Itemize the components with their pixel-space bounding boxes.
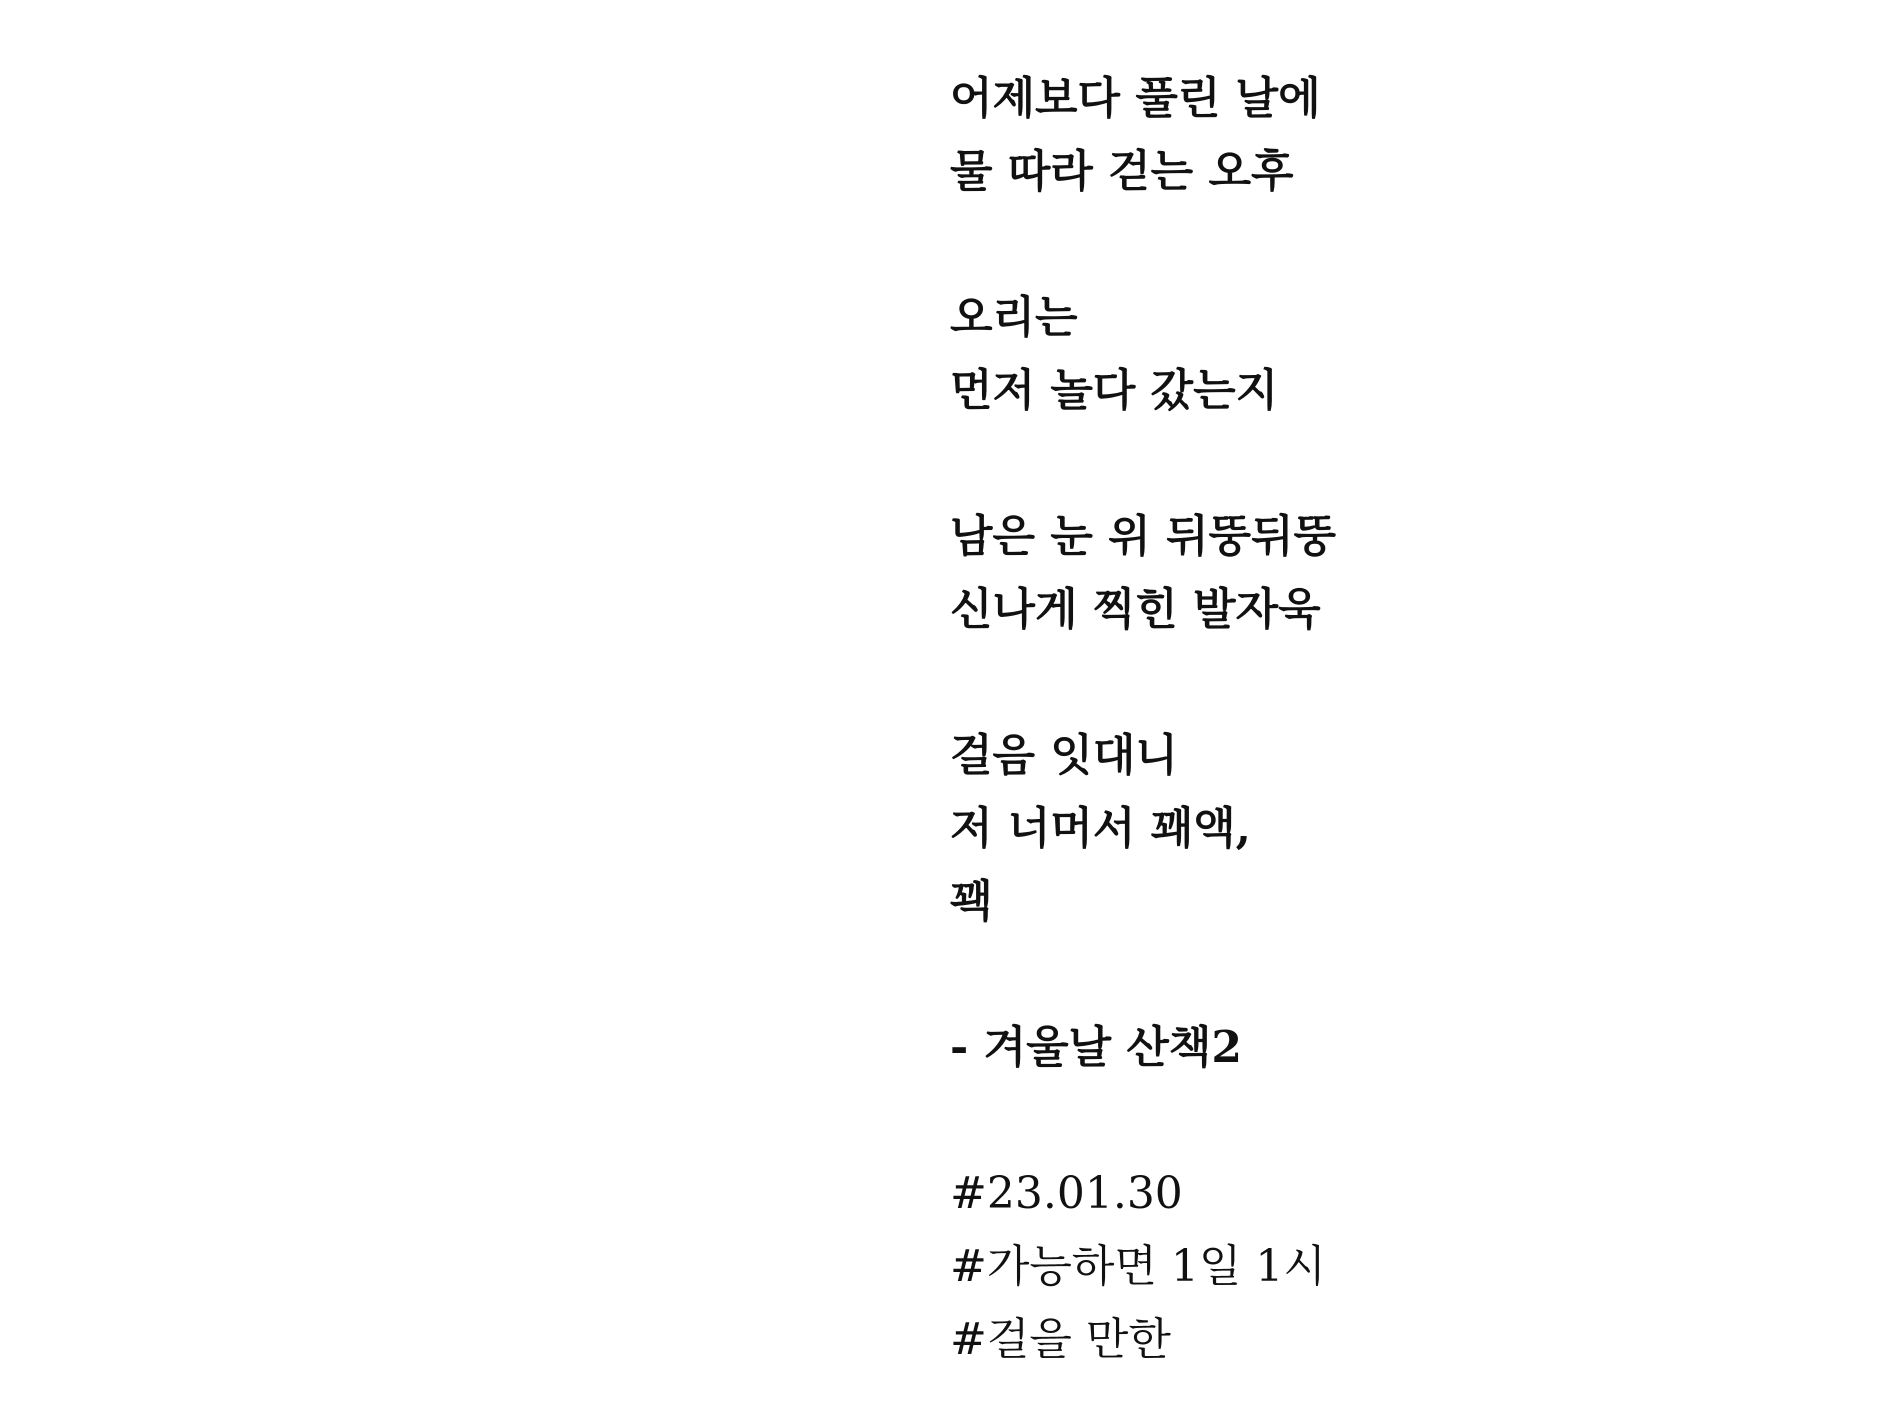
poem-line: 꽥 (950, 876, 993, 927)
hashtag: #걸을 만한 (950, 1314, 1171, 1365)
stanza-break (950, 938, 1850, 1011)
stanza-break (950, 427, 1850, 500)
poem-signature: - 겨울날 산책2 (950, 1022, 1243, 1073)
stanza-break (950, 1084, 1850, 1157)
poem-line: 어제보다 풀린 날에 (950, 73, 1321, 124)
poem-line: 걸음 잇대니 (950, 730, 1178, 781)
poem-line: 오리는 (950, 292, 1078, 343)
stanza-break (950, 208, 1850, 281)
poem-text (950, 62, 1850, 1376)
poem-line: 저 너머서 꽤액, (950, 803, 1251, 854)
poem-line: 남은 눈 위 뒤뚱뒤뚱 (950, 511, 1336, 562)
hashtag-date: #23.01.30 (950, 1168, 1183, 1219)
poem-line: 신나게 찍힌 발자욱 (950, 584, 1321, 635)
stanza-break (950, 646, 1850, 719)
hashtag: #가능하면 1일 1시 (950, 1241, 1326, 1292)
poem-line: 물 따라 걷는 오후 (950, 146, 1294, 197)
poem-line: 먼저 놀다 갔는지 (950, 365, 1279, 416)
